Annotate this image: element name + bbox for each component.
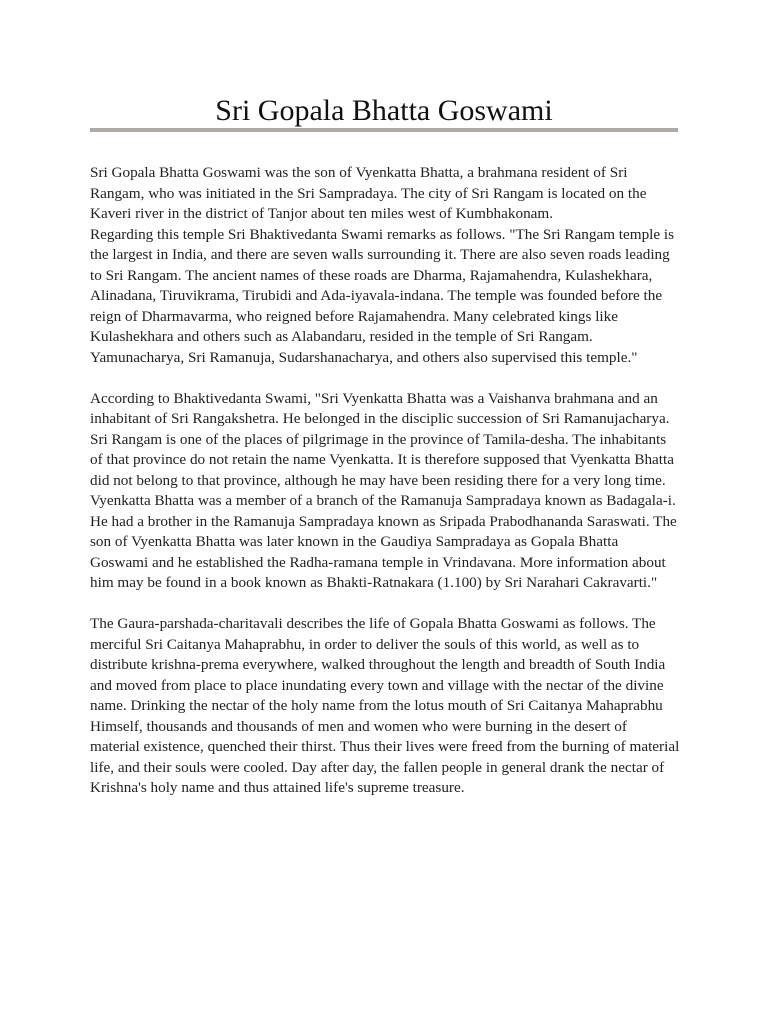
paragraph-vyenkatta-bhatta: According to Bhaktivedanta Swami, "Sri Vyenkatta Bhatta was a Vaishanva brahmana and an inhabitant of Sri Rangakshetra. He belonged in the disciplic succession of Sri Ramanujacharya. Sri Rangam is one of the places of pilgrimage in the province of Tamila-desha. The inhabitants of that province do not retain the name Vyenkatta. It is therefore supposed that Vyenkatta Bhatta did not belong to that province, although he may have been residing there for a very long time. Vyenkatta Bhatta was a member of a branch of the Ramanuja Sampradaya known as Badagala-i. He had a brother in the Ramanuja Sampradaya known as Sripada Prabodhananda Saraswati. The son of Vyenkatta Bhatta was later known in the Gaudiya Sampradaya as Gopala Bhatta Goswami and he established the Radha-ramana temple in Vrindavana. More information about him may be found in a book known as Bhakti-Ratnakara (1.100) by Sri Narahari Cakravarti." — [90, 389, 677, 591]
page-title: Sri Gopala Bhatta Goswami — [215, 94, 553, 127]
document-body — [90, 163, 680, 799]
paragraph-gaura-parshada: The Gaura-parshada-charitavali describes the life of Gopala Bhatta Goswami as follows. The merciful Sri Caitanya Mahaprabhu, in order to deliver the souls of this world, as well as to distribute krishna-prema everywhere, walked throughout the length and breadth of South India and moved from place to place inundating every town and village with the nectar of the divine name. Drinking the nectar of the holy name from the lotus mouth of Sri Caitanya Mahaprabhu Himself, thousands and thousands of men and women who were burning in the desert of material existence, quenched their thirst. Thus their lives were freed from the burning of material life, and their souls were cooled. Day after day, the fallen people in general drank the nectar of Krishna's holy name and thus attained life's supreme treasure. — [90, 615, 680, 796]
paragraph-temple-remarks: Regarding this temple Sri Bhaktivedanta Swami remarks as follows. "The Sri Rangam temple is the largest in India, and there are seven walls surrounding it. There are also seven roads leading to Sri Rangam. The ancient names of these roads are Dharma, Rajamahendra, Kulashekhara, Alinadana, Tiruvikrama, Tirubidi and Ada-iyavala-indana. The temple was founded before the reign of Dharmavarma, who reigned before Rajamahendra. Many celebrated kings like Kulashekhara and others such as Alabandaru, resided in the temple of Sri Rangam. Yamunacharya, Sri Ramanuja, Sudarshanacharya, and others also supervised this temple." — [90, 225, 675, 366]
title-underline-divider — [90, 128, 678, 132]
paragraph-intro: Sri Gopala Bhatta Goswami was the son of Vyenkatta Bhatta, a brahmana resident of Sri Rangam, who was initiated in the Sri Sampradaya. The city of Sri Rangam is located on the Kaveri river in the district of Tanjor about ten miles west of Kumbhakonam. — [90, 164, 647, 222]
